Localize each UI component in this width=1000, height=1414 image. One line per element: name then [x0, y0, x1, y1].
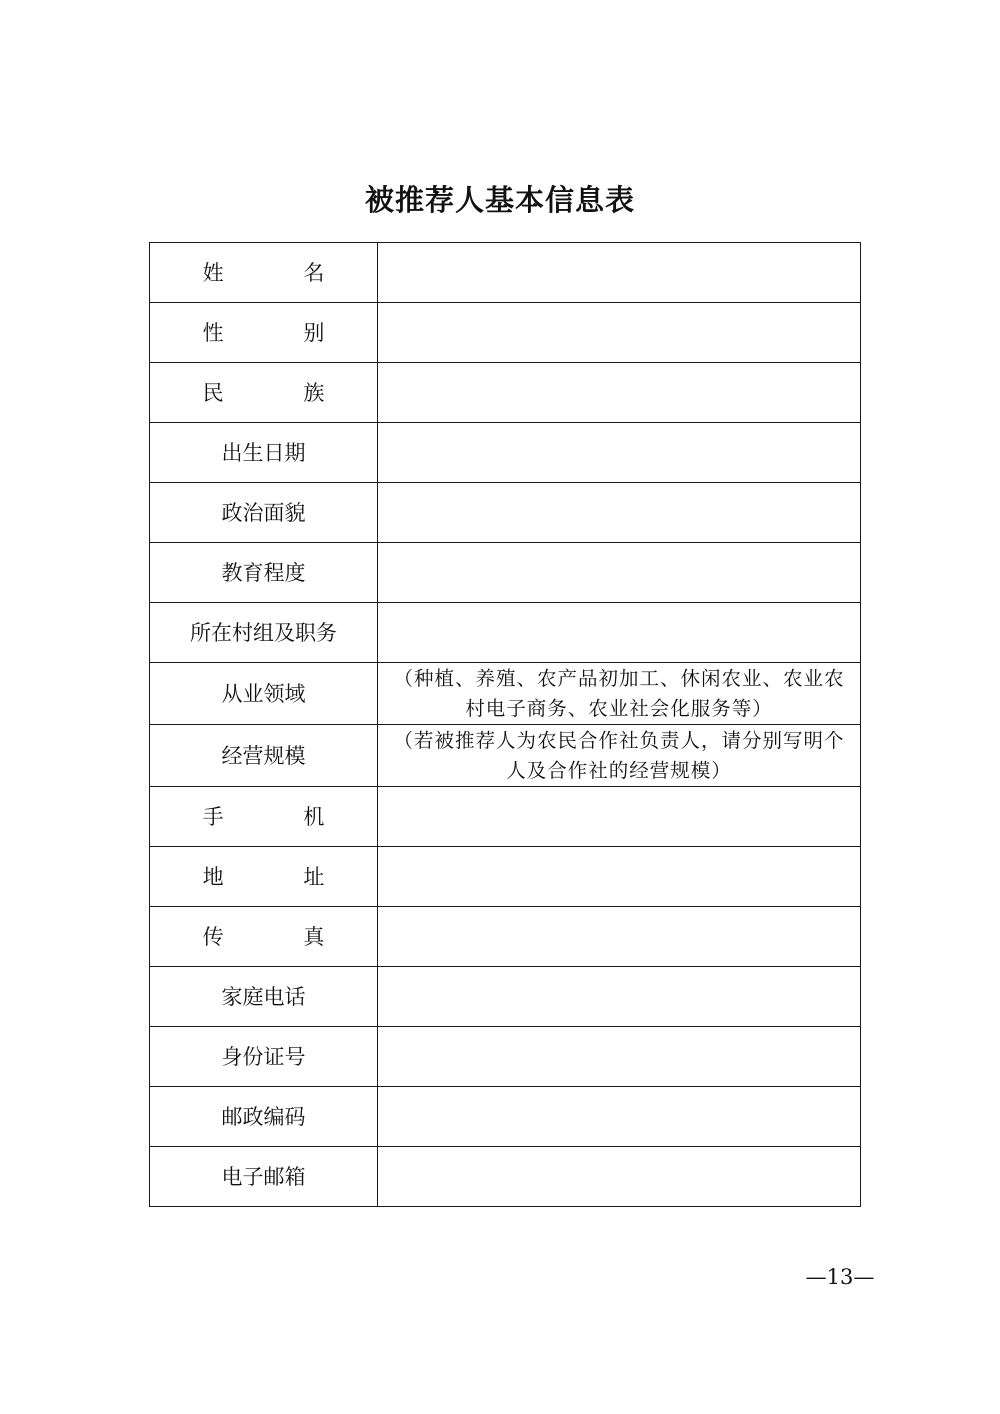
village-position-field[interactable] [378, 603, 861, 663]
table-row [150, 483, 861, 543]
table-row [150, 543, 861, 603]
row-label-political-status: 政治面貌 [150, 483, 378, 543]
table-row [150, 243, 861, 303]
id-number-field[interactable] [378, 1027, 861, 1087]
row-label-address: 地 址 [150, 847, 378, 907]
row-label-ethnicity: 民 族 [150, 363, 378, 423]
birth-date-field[interactable] [378, 423, 861, 483]
table-row [150, 907, 861, 967]
gender-field[interactable] [378, 303, 861, 363]
row-label-field-of-work: 从业领域 [150, 663, 378, 725]
table-row [150, 787, 861, 847]
table-row [150, 725, 861, 787]
row-label-education: 教育程度 [150, 543, 378, 603]
row-label-home-phone: 家庭电话 [150, 967, 378, 1027]
table-row [150, 663, 861, 725]
home-phone-field[interactable] [378, 967, 861, 1027]
page-number: —13— [805, 1265, 875, 1289]
fax-field[interactable] [378, 907, 861, 967]
address-field[interactable] [378, 847, 861, 907]
email-field[interactable] [378, 1147, 861, 1207]
row-label-business-scale: 经营规模 [150, 725, 378, 787]
postal-code-field[interactable] [378, 1087, 861, 1147]
row-label-id-number: 身份证号 [150, 1027, 378, 1087]
row-label-fax: 传 真 [150, 907, 378, 967]
row-label-village-position: 所在村组及职务 [150, 603, 378, 663]
page-title: 被推荐人基本信息表 [364, 183, 635, 217]
education-field[interactable] [378, 543, 861, 603]
row-label-gender: 性 别 [150, 303, 378, 363]
field-of-work-field[interactable]: （种植、养殖、农产品初加工、休闲农业、农业农村电子商务、农业社会化服务等） [378, 663, 861, 725]
table-row [150, 1027, 861, 1087]
ethnicity-field[interactable] [378, 363, 861, 423]
row-label-postal-code: 邮政编码 [150, 1087, 378, 1147]
table-row [150, 967, 861, 1027]
name-field[interactable] [378, 243, 861, 303]
row-label-name: 姓 名 [150, 243, 378, 303]
info-table [149, 242, 861, 1207]
table-row [150, 303, 861, 363]
row-label-mobile: 手 机 [150, 787, 378, 847]
table-row [150, 423, 861, 483]
row-label-birth-date: 出生日期 [150, 423, 378, 483]
mobile-field[interactable] [378, 787, 861, 847]
row-label-email: 电子邮箱 [150, 1147, 378, 1207]
table-row [150, 1147, 861, 1207]
political-status-field[interactable] [378, 483, 861, 543]
table-row [150, 1087, 861, 1147]
business-scale-field[interactable]: （若被推荐人为农民合作社负责人，请分别写明个人及合作社的经营规模） [378, 725, 861, 787]
table-row [150, 363, 861, 423]
table-row [150, 603, 861, 663]
table-row [150, 847, 861, 907]
